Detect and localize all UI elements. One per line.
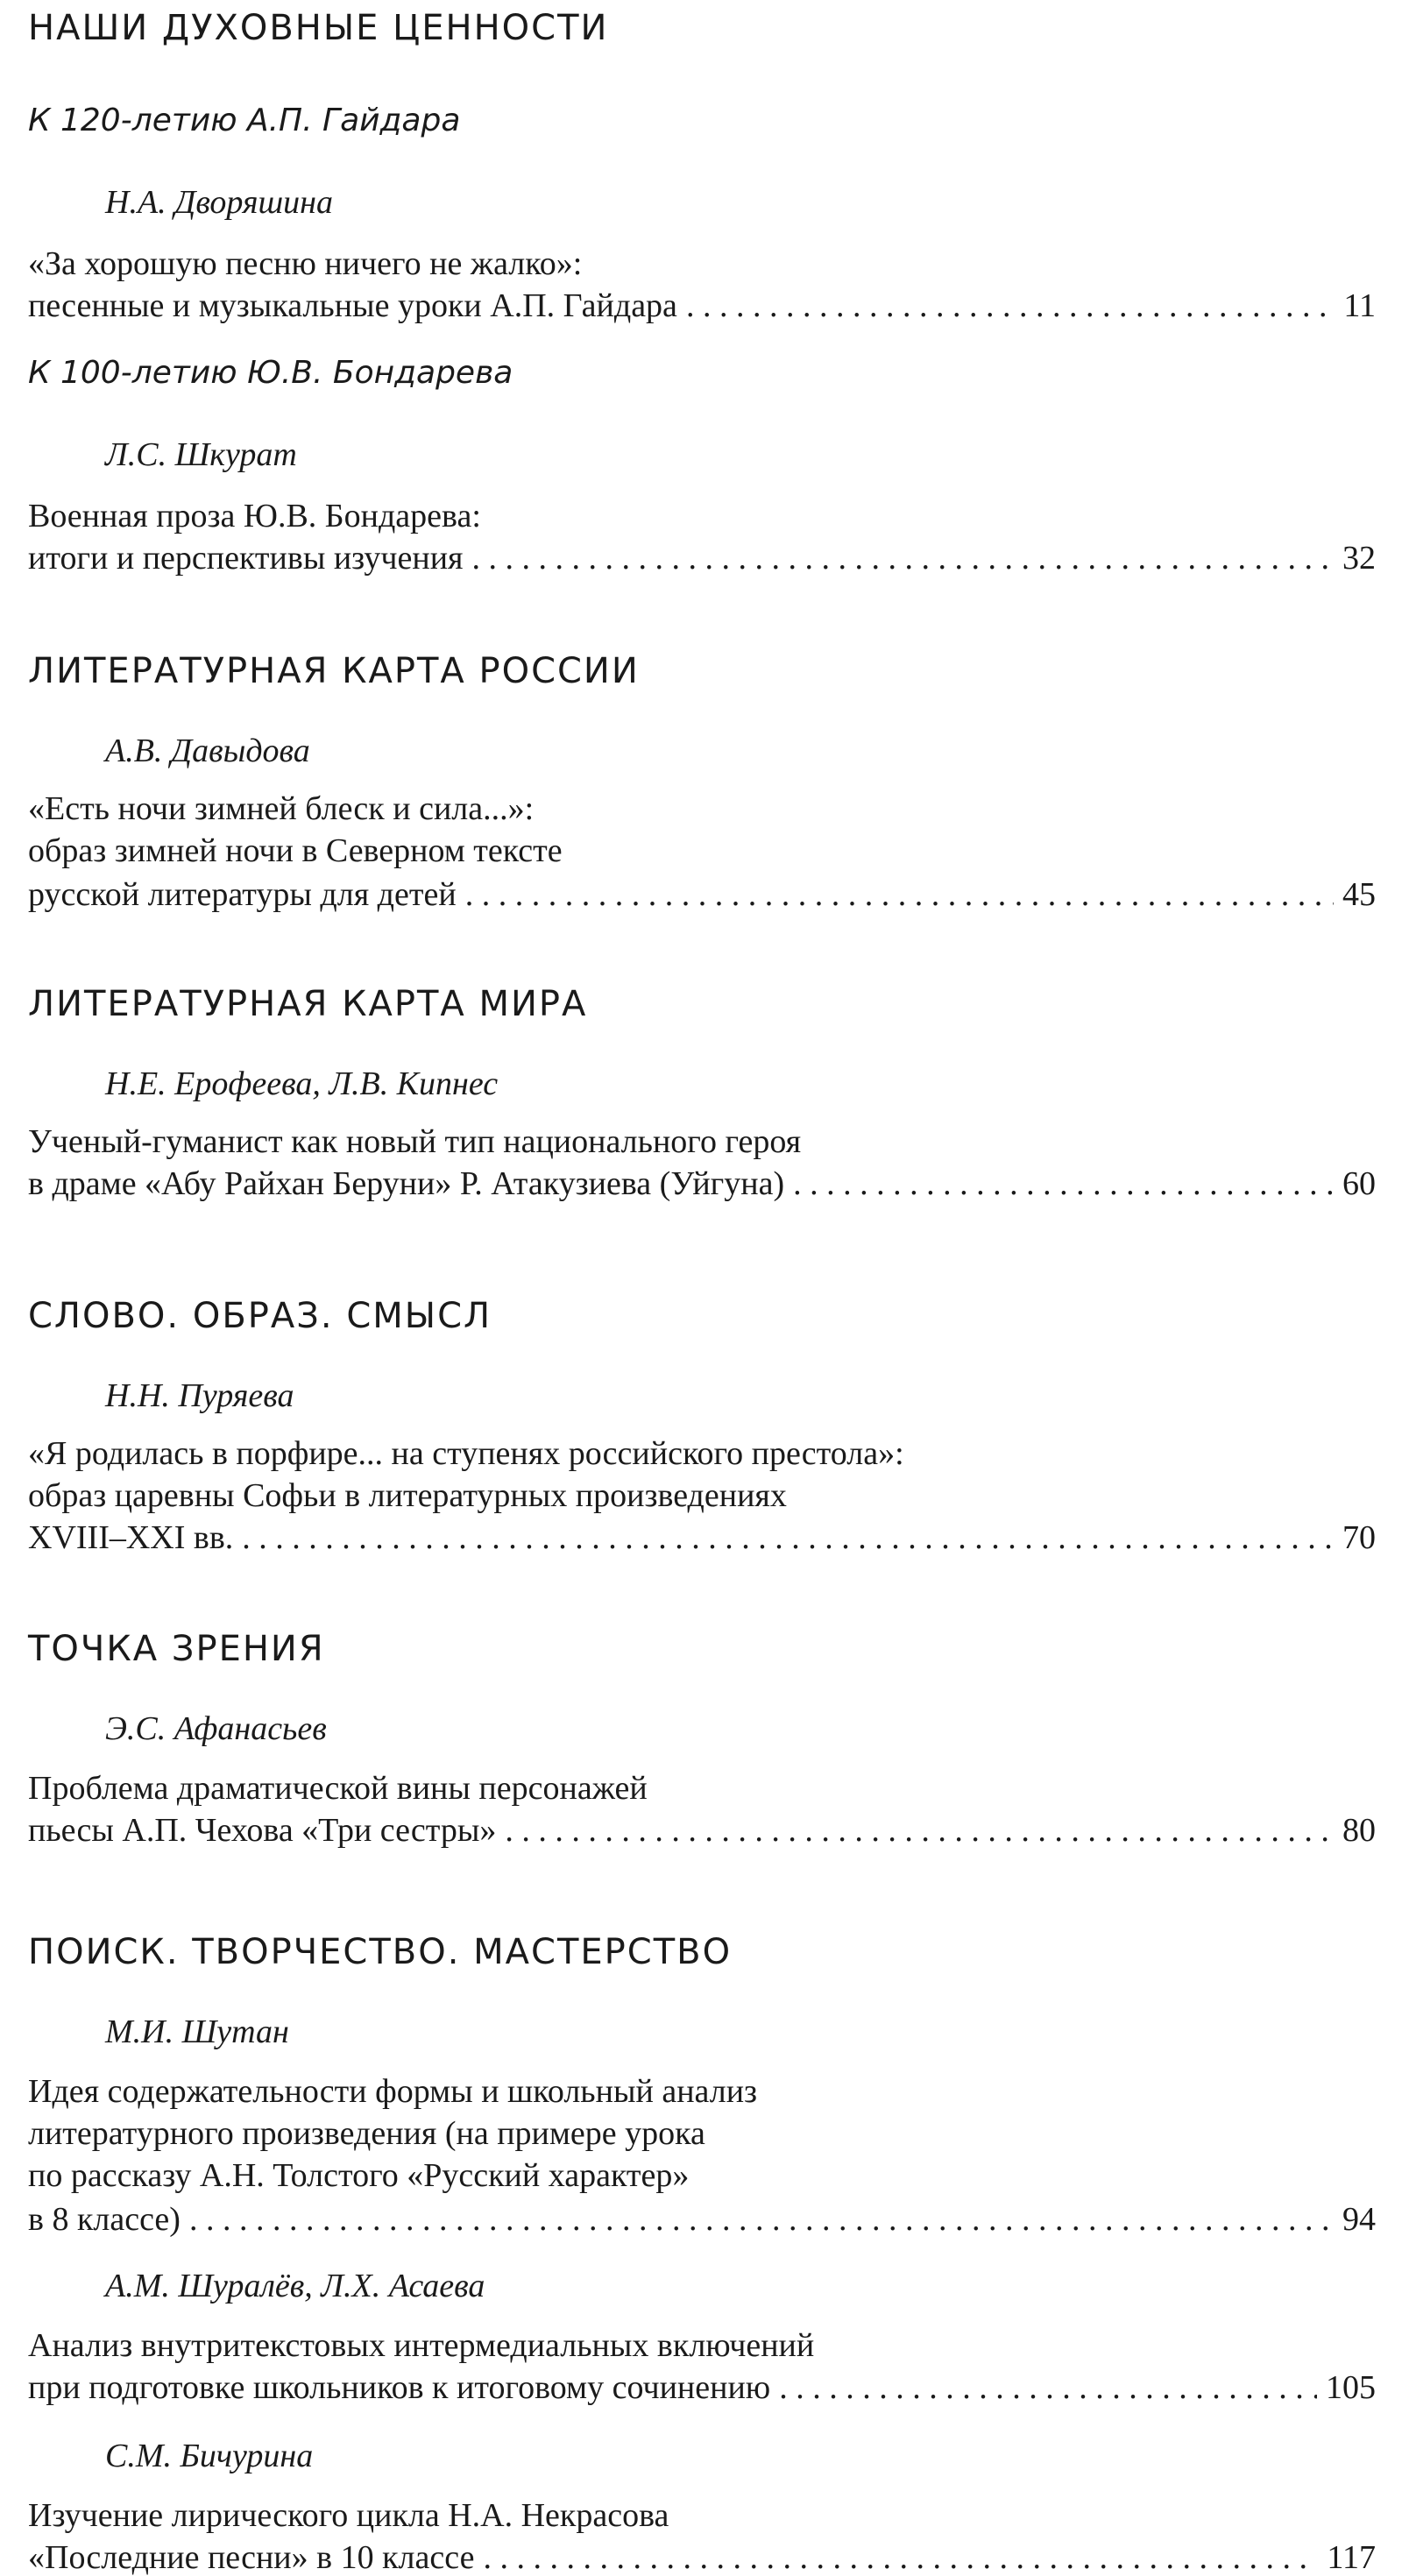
article-title-line[interactable]: Изучение лирического цикла Н.А. Некрасова [28,2497,669,2534]
section-heading: СЛОВО. ОБРАЗ. СМЫСЛ [28,1296,492,1336]
dot-leader [465,878,1334,911]
article-entry-row[interactable] [28,1521,1376,1554]
page-number: 94 [1342,2201,1376,2238]
article-author: А.М. Шуралёв, Л.Х. Асаева [105,2268,485,2304]
article-entry-row[interactable] [28,289,1376,322]
section-heading: ЛИТЕРАТУРНАЯ КАРТА РОССИИ [28,651,640,691]
subsection-heading: К 120-летию А.П. Гайдара [28,103,461,138]
section-heading: ТОЧКА ЗРЕНИЯ [28,1629,325,1669]
article-author: М.И. Шутан [105,2013,289,2050]
article-title-line[interactable]: Анализ внутритекстовых интермедиальных включений [28,2327,815,2364]
article-title-line[interactable]: образ царевны Софьи в литературных произведениях [28,1477,787,1514]
article-author: Л.С. Шкурат [105,436,297,473]
article-title-line[interactable]: «Есть ночи зимней блеск и сила...»: [28,790,535,827]
dot-leader [793,1167,1334,1200]
article-author: А.В. Давыдова [105,732,310,769]
article-entry-row[interactable] [28,2541,1376,2574]
article-title-line[interactable]: литературного произведения (на примере урока [28,2115,705,2152]
dot-leader [779,2371,1317,2404]
subsection-heading: К 100-летию Ю.В. Бондарева [28,355,513,391]
article-title-line[interactable]: Ученый-гуманист как новый тип национального героя [28,1123,802,1160]
article-title-line[interactable]: «За хорошую песню ничего не жалко»: [28,245,583,282]
article-title-line[interactable]: Идея содержательности формы и школьный анализ [28,2073,758,2110]
article-author: Н.А. Дворяшина [105,184,334,221]
page-number: 105 [1326,2369,1376,2406]
article-title-line: при подготовке школьников к итоговому сочинению [28,2369,771,2406]
article-entry-row[interactable] [28,2371,1376,2404]
page-number: 45 [1342,876,1376,913]
dot-leader [242,1521,1334,1554]
article-title-line[interactable]: по рассказу А.Н. Толстого «Русский характер» [28,2157,690,2194]
dot-leader [686,289,1335,322]
article-entry-row[interactable] [28,2203,1376,2236]
article-entry-row[interactable] [28,541,1376,575]
page-number: 60 [1342,1165,1376,1202]
article-entry-row[interactable] [28,878,1376,911]
dot-leader [483,2541,1318,2574]
article-title-line: XVIII–XXI вв. [28,1519,234,1556]
article-title-line[interactable]: Проблема драматической вины персонажей [28,1770,648,1807]
page-number: 117 [1327,2539,1376,2576]
article-title-line: итоги и перспективы изучения [28,540,464,577]
article-entry-row[interactable] [28,1167,1376,1200]
article-author: Э.С. Афанасьев [105,1710,327,1747]
section-heading: ЛИТЕРАТУРНАЯ КАРТА МИРА [28,984,588,1024]
article-author: Н.Н. Пуряева [105,1377,294,1414]
article-author: Н.Е. Ерофеева, Л.В. Кипнес [105,1065,499,1102]
article-entry-row[interactable] [28,1814,1376,1847]
section-heading: НАШИ ДУХОВНЫЕ ЦЕННОСТИ [28,8,609,48]
article-title-line: в драме «Абу Райхан Беруни» Р. Атакузиева (Уйгуна) [28,1165,785,1202]
dot-leader [505,1814,1334,1847]
page-number: 32 [1342,540,1376,577]
article-title-line: пьесы А.П. Чехова «Три сестры» [28,1812,497,1849]
article-title-line[interactable]: «Я родилась в порфире... на ступенях российского престола»: [28,1435,904,1472]
article-title-line: в 8 классе) [28,2201,181,2238]
section-heading: ПОИСК. ТВОРЧЕСТВО. МАСТЕРСТВО [28,1932,733,1972]
article-title-line: песенные и музыкальные уроки А.П. Гайдара [28,287,677,324]
page-number: 80 [1342,1812,1376,1849]
dot-leader [472,541,1334,575]
article-author: С.М. Бичурина [105,2438,314,2474]
article-title-line[interactable]: Военная проза Ю.В. Бондарева: [28,498,481,534]
page-number: 70 [1342,1519,1376,1556]
article-title-line: русской литературы для детей [28,876,457,913]
page-number: 11 [1343,287,1376,324]
dot-leader [189,2203,1334,2236]
article-title-line: «Последние песни» в 10 классе [28,2539,475,2576]
article-title-line[interactable]: образ зимней ночи в Северном тексте [28,832,563,869]
